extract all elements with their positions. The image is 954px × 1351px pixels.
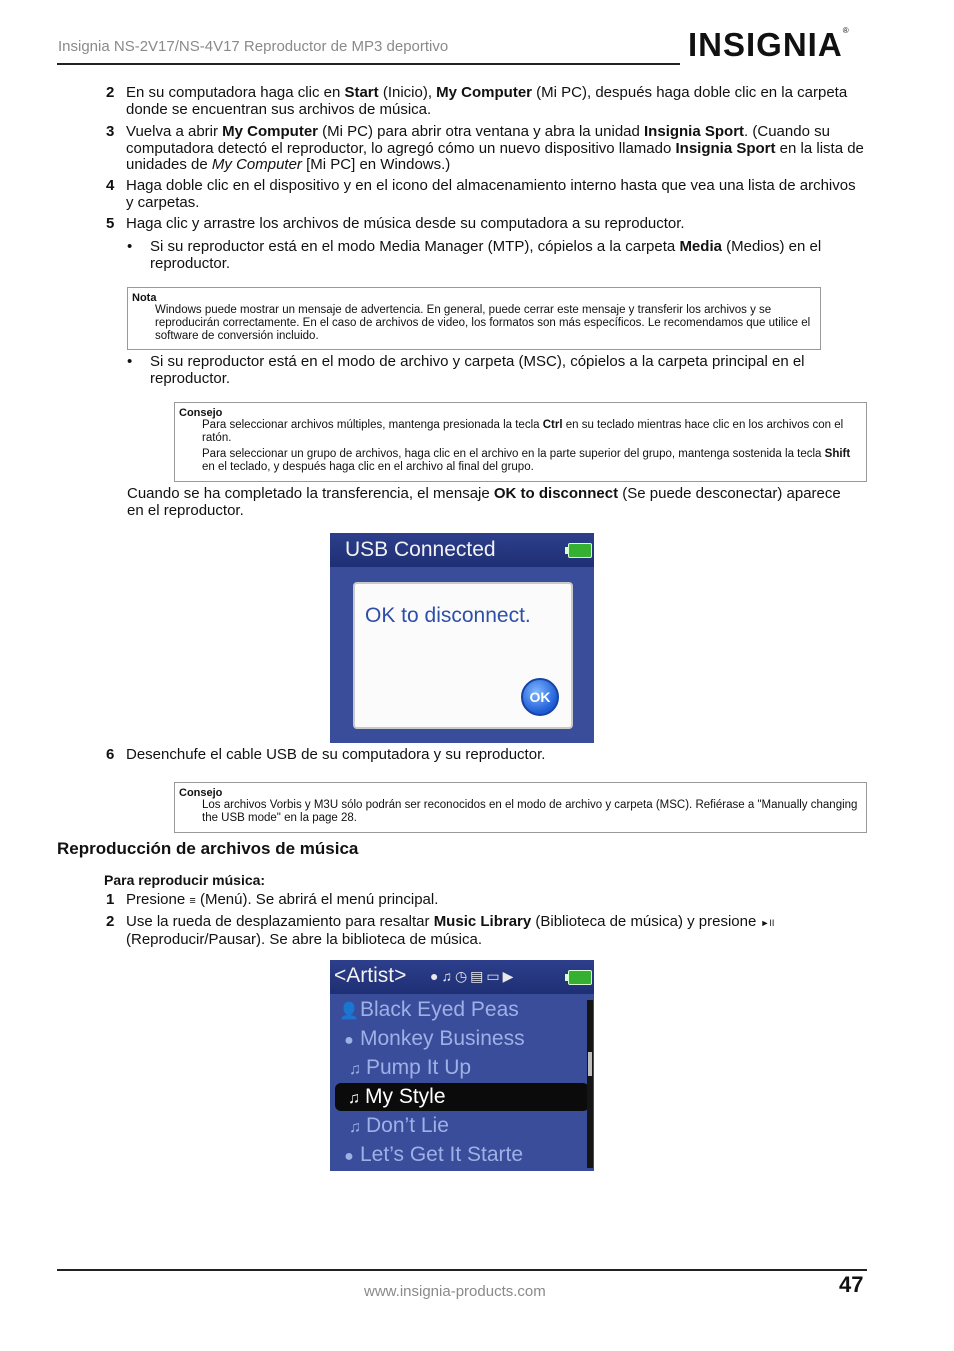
section-heading: Reproducción de archivos de música (57, 839, 359, 858)
tip-paragraph (202, 419, 862, 445)
text: (Inicio), (378, 84, 437, 101)
text: (Menú). Se abrirá el menú principal. (195, 891, 439, 908)
bold-text: My Computer (222, 123, 319, 140)
step-number: 2 (106, 84, 115, 101)
registered-mark: ® (842, 26, 849, 35)
list-item (338, 1141, 582, 1169)
song-icon: ♫ (349, 1061, 361, 1078)
step-text (126, 85, 866, 118)
ok-button-icon: OK (521, 678, 559, 716)
step-number: 1 (106, 891, 115, 908)
step-number: 4 (106, 177, 115, 194)
bullet-text: Si su reproductor está en el modo de archivo y carpeta (MSC), cópielos a la carpeta principal en el reproductor. (150, 353, 805, 387)
screen-title-bar (330, 960, 594, 994)
text: (Reproducir/Pausar). Se abre la biblioteca de música. (126, 930, 483, 948)
tip-box (174, 782, 867, 833)
list-item-label: Don’t Lie (366, 1114, 449, 1137)
step-number: 3 (106, 123, 115, 140)
text: Para seleccionar un grupo de archivos, haga clic en el archivo en la parte superior del grupo, mantenga sostenida la tecla (202, 448, 825, 460)
screen-title: USB Connected (345, 538, 496, 561)
category-icons: ●♫◷▤▭▶ (430, 968, 517, 984)
text: (Biblioteca de música) y presione (531, 913, 761, 930)
text: (Mi PC) para abrir otra ventana y abra la unidad (318, 123, 645, 140)
bullet-dot: • (127, 353, 133, 370)
text: Si su reproductor está en el modo Media Manager (MTP), cópielos a la carpeta (150, 238, 680, 255)
list-item-label: My Style (365, 1085, 446, 1108)
step-text (126, 914, 866, 948)
page-number: 47 (839, 1272, 864, 1297)
tip-paragraph (202, 448, 862, 474)
song-icon: ♫ (348, 1090, 360, 1107)
album-icon: ● (344, 1032, 354, 1049)
play-pause-icon: ►II (760, 918, 775, 928)
step-text (126, 124, 866, 174)
tip-text: Los archivos Vorbis y M3U sólo podrán ser reconocidos en el modo de archivo y carpeta (MSC). Refiérase a "Manually changing the USB mode" en la page 28. (202, 799, 858, 824)
step-number: 6 (106, 746, 115, 763)
bold-text: Start (344, 84, 379, 101)
text: (Se puede desconectar) aparece en el reproductor. (127, 485, 841, 519)
note-text: Windows puede mostrar un mensaje de advertencia. En general, puede cerrar este mensaje y transferir los archivos y se reproducirán correctamente. En el caso de archivos de video, los formatos son más específicos. Le recomendamos que utilice el software de conversión incluido. (155, 304, 811, 342)
artist-icon: 👤 (339, 1003, 359, 1020)
list-item-label: Let’s Get It Starte (360, 1143, 524, 1166)
list-item (338, 1112, 588, 1140)
step-number: 5 (106, 215, 115, 232)
disconnect-message: OK to disconnect. (365, 604, 531, 627)
footer-rule (57, 1269, 867, 1271)
menu-icon: ≡ (189, 895, 196, 907)
usb-connected-screenshot (330, 533, 594, 743)
step-text: Haga doble clic en el dispositivo y en el icono del almacenamiento interno hasta que vea una lista de archivos y carpetas. (126, 177, 856, 211)
text: en la lista de unidades de (126, 139, 864, 173)
insignia-logo (688, 26, 863, 74)
bullet-dot: • (127, 238, 133, 255)
list-item-label: Black Eyed Peas (360, 998, 519, 1021)
list-item-label: Monkey Business (360, 1027, 525, 1050)
note-label: Nota (132, 292, 157, 304)
scrollbar-track (587, 1000, 593, 1168)
text: (Medios) en el reproductor. (150, 238, 822, 272)
tip-label: Consejo (179, 787, 223, 799)
music-library-screenshot (330, 960, 594, 1171)
text: Cuando se ha completado la transferencia, el mensaje (127, 485, 494, 502)
bold-text: Music Library (433, 913, 532, 930)
text: (Mi PC), después haga doble clic en la carpeta donde se encuentran sus archivos de música. (126, 84, 848, 118)
bold-text: Insignia Sport (644, 123, 745, 140)
header-rule (57, 63, 680, 65)
bold-text: Shift (824, 448, 851, 460)
list-item (338, 1054, 588, 1082)
scrollbar-thumb (588, 1052, 592, 1076)
bold-text: Insignia Sport (675, 139, 776, 157)
text: en el teclado, y después haga clic en el archivo al final del grupo. (202, 461, 534, 473)
screen-title: <Artist> (334, 964, 407, 987)
album-icon: ● (344, 1148, 354, 1165)
text: En su computadora haga clic en (126, 84, 345, 101)
screen-title-bar (330, 533, 594, 567)
list-item-selected (335, 1083, 589, 1111)
note-box (127, 287, 821, 350)
italic-text: My Computer (211, 156, 302, 173)
battery-icon (568, 543, 592, 558)
text: Para seleccionar archivos múltiples, mantenga presionada la tecla (202, 419, 543, 431)
bold-text: OK to disconnect (493, 485, 619, 502)
text: en su teclado mientras hace clic en los archivos con el ratón. (202, 419, 844, 444)
text: [Mi PC] en Windows.) (301, 156, 451, 173)
step-text: Desenchufe el cable USB de su computadora y su reproductor. (126, 746, 546, 763)
step-text: Haga clic y arrastre los archivos de música desde su computadora a su reproductor. (126, 215, 685, 232)
list-item (338, 996, 582, 1024)
bullet-text (150, 239, 866, 272)
bold-text: My Computer (436, 84, 533, 101)
transfer-paragraph (127, 486, 847, 519)
text: Use la rueda de desplazamiento para resaltar (126, 913, 434, 930)
text: Vuelva a abrir (126, 123, 223, 140)
song-icon: ♫ (349, 1119, 361, 1136)
step-number: 2 (106, 913, 115, 930)
step-text (126, 892, 866, 910)
footer-url: www.insignia-products.com (364, 1283, 546, 1300)
battery-icon (568, 970, 592, 985)
paragraph-text (127, 486, 847, 519)
text: Presione (126, 891, 190, 908)
message-panel (353, 582, 573, 729)
tip-box (174, 402, 867, 482)
list-item-label: Pump It Up (366, 1056, 472, 1079)
running-header: Insignia NS-2V17/NS-4V17 Reproductor de MP3 deportivo (58, 38, 449, 55)
text: . (Cuando su computadora detectó el reproductor, lo agregó cómo un nuevo dispositivo llamado (126, 123, 830, 157)
list-item (338, 1025, 582, 1053)
bold-text: Ctrl (542, 419, 563, 431)
logo-text: INSIGNIA (688, 26, 843, 63)
tip-label: Consejo (179, 407, 223, 419)
bold-text: Media (679, 238, 722, 255)
sub-heading: Para reproducir música: (104, 872, 266, 888)
